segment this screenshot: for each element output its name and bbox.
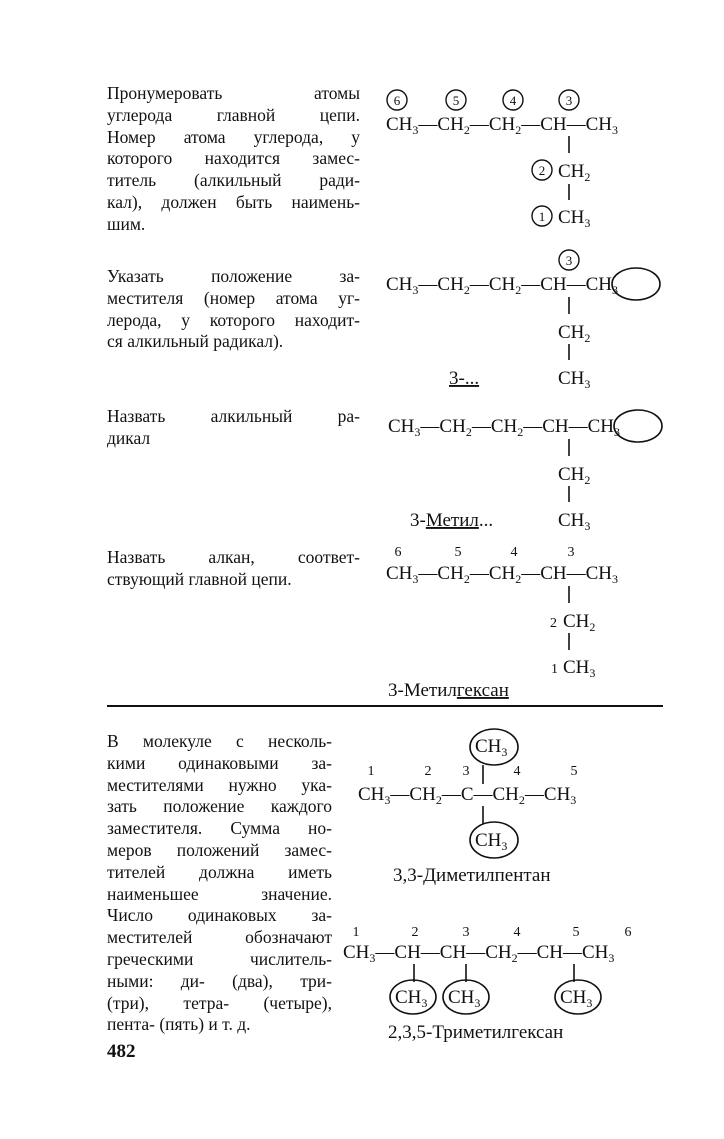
text-line: Число одинаковых за- xyxy=(107,905,332,926)
text-line: пента- (пять) и т. д. xyxy=(107,1014,251,1035)
substituent-formula: $CH_3$ xyxy=(560,987,593,1010)
position-number: 3 xyxy=(565,93,573,108)
position-number: 4 xyxy=(509,93,517,108)
position-number: 2 xyxy=(411,925,419,940)
text-line: местителями нужно ука- xyxy=(107,774,332,795)
compound-name: 3,3-Диметилпентан xyxy=(393,865,551,886)
text-line: Указать положение за- xyxy=(107,266,360,286)
position-number: 2 xyxy=(538,163,546,178)
branch-formula: $CH_2$ xyxy=(558,464,591,487)
text-line: лерода, у которого находит- xyxy=(107,309,360,330)
text-line: ными: ди- (два), три- xyxy=(107,970,332,991)
structure-substituent-position xyxy=(386,250,660,391)
position-number: 5 xyxy=(570,764,578,779)
position-number: 1 xyxy=(538,209,546,224)
text-line: заместителя. Сумма но- xyxy=(107,818,332,839)
partial-name: 3-... xyxy=(449,368,480,389)
text-line: наименьшее значение. xyxy=(107,883,332,904)
main-chain-formula: $CH_3—CH_2—C—CH_2—CH_3$ xyxy=(358,784,577,807)
position-number: 4 xyxy=(510,545,518,560)
text-line: (три), тетра- (четыре), xyxy=(107,992,332,1013)
branch-formula: $CH_3$ xyxy=(558,510,591,533)
position-number: 5 xyxy=(454,545,462,560)
compound-name: 3-Метилгексан xyxy=(388,680,509,701)
text-line: местителей обозначают xyxy=(107,927,332,948)
position-number: 4 xyxy=(513,764,521,779)
position-number: 1 xyxy=(367,764,375,779)
substituent-formula: $CH_3$ xyxy=(475,830,508,853)
position-number: 6 xyxy=(624,925,632,940)
branch-formula: $CH_3$ xyxy=(558,368,591,391)
position-number: 4 xyxy=(513,925,521,940)
text-line: углерода главной цепи. xyxy=(107,104,360,125)
text-line: титель (алкильный ради- xyxy=(107,170,360,191)
structure-trimethylhexane xyxy=(343,925,632,1043)
position-number: 2 xyxy=(550,616,557,631)
main-chain-formula: $CH_3—CH_2—CH_2—CH—CH_3$ xyxy=(386,114,619,137)
position-number: 6 xyxy=(393,93,401,108)
structure-full-name xyxy=(386,545,618,701)
substituent-formula: $CH_3$ xyxy=(475,736,508,759)
text-line: зать положение каждого xyxy=(107,796,332,817)
main-chain-formula: $CH_3—CH_2—CH_2—CH—CH_3$ xyxy=(386,274,619,297)
page-number: 482 xyxy=(107,1041,136,1062)
partial-name: 3-Метил... xyxy=(410,510,494,531)
position-number: 1 xyxy=(352,925,360,940)
structure-radical-name xyxy=(388,410,662,533)
text-line: тителей должна иметь xyxy=(107,861,332,882)
substituent-highlight-circle xyxy=(614,410,662,442)
text-line: ся алкильный радикал). xyxy=(107,331,284,352)
position-number: 3 xyxy=(567,545,575,560)
text-line: Назвать алкильный ра- xyxy=(107,406,360,426)
branch-formula: $CH_3$ xyxy=(563,657,596,680)
substituent-highlight-circle xyxy=(612,268,660,300)
structure-dimethylpentane xyxy=(358,729,578,886)
text-line: шим. xyxy=(107,213,146,234)
text-line: греческими числитель- xyxy=(107,948,332,969)
substituent-formula: $CH_3$ xyxy=(395,987,428,1010)
position-number: 2 xyxy=(424,764,432,779)
position-number: 6 xyxy=(394,545,402,560)
text-line: В молекуле с несколь- xyxy=(107,731,332,751)
structure-numbered-chain xyxy=(386,90,618,230)
position-number: 5 xyxy=(572,925,580,940)
text-line: местителя (номер атома уг- xyxy=(107,287,360,308)
main-chain-formula: $CH_3—CH_2—CH_2—CH—CH_3$ xyxy=(388,416,621,439)
main-chain-formula: $CH_3—CH—CH—CH_2—CH—CH_3$ xyxy=(343,942,615,965)
text-line: кими одинаковыми за- xyxy=(107,752,332,773)
position-number: 3 xyxy=(565,253,573,268)
text-line: Номер атома углерода, у xyxy=(107,126,360,147)
text-line: дикал xyxy=(107,427,151,448)
position-number: 5 xyxy=(452,93,460,108)
text-line: ствующий главной цепи. xyxy=(107,568,292,589)
branch-formula: $CH_2$ xyxy=(563,611,596,634)
text-line: которого находится замес- xyxy=(107,148,360,169)
branch-formula: $CH_3$ xyxy=(558,207,591,230)
text-line: меров положений замес- xyxy=(107,839,332,860)
position-number: 3 xyxy=(462,925,470,940)
position-number: 3 xyxy=(462,764,470,779)
text-line: Пронумеровать атомы xyxy=(107,83,360,103)
text-line: кал), должен быть наимень- xyxy=(107,191,360,212)
substituent-formula: $CH_3$ xyxy=(448,987,481,1010)
main-chain-formula: $CH_3—CH_2—CH_2—CH—CH_3$ xyxy=(386,563,619,586)
position-number: 1 xyxy=(551,662,558,677)
text-line: Назвать алкан, соответ- xyxy=(107,547,360,567)
branch-formula: $CH_2$ xyxy=(558,322,591,345)
compound-name: 2,3,5-Триметилгексан xyxy=(388,1022,564,1043)
branch-formula: $CH_2$ xyxy=(558,161,591,184)
